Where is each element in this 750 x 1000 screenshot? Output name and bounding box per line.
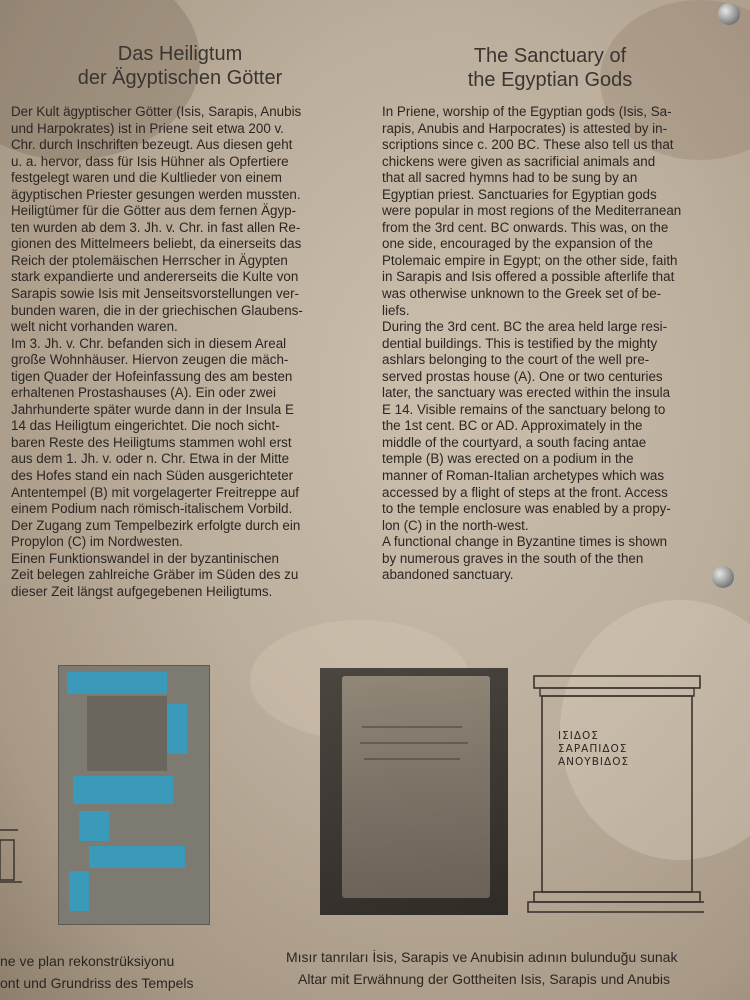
altar-drawing: [520, 672, 704, 916]
english-title-line1: The Sanctuary of: [473, 45, 627, 67]
altar-inscription: [558, 730, 629, 769]
inscription-line2: ΣΑΡΑΠΙΔΟΣ: [558, 743, 628, 755]
altar-caption: [286, 946, 746, 990]
german-paragraph: Im 3. Jh. v. Chr. befanden sich in diesem Areal große Wohnhäuser. Hiervon zeugen die mäch- tigen Quader der Hofeinfassung des am besten erhaltenen Prostashauses (A). Ein oder zwei Jahrhunderte später wurde dann in der Insula E 14 das Heiligtum eingerichtet. Die noch sicht- baren Reste des Heiligtums stammen wohl erst aus dem 1. Jh. v. oder n. Chr. Etwa in der Mitte des Hofes stand ein nach Süden ausgerichteter Antentempel (B) mit vorgelagerter Freitreppe auf einem Podium nach römisch-italischem Vorbild. Der Zugang zum Tempelbezirk erfolgte durch ein Propylon (C) im Nordwesten.: [11, 335, 301, 550]
inscription-line1: ΙΣΙΔΟΣ: [558, 730, 599, 742]
plan-wall-block: [69, 871, 89, 911]
german-title-line2: der Ägyptischen Götter: [77, 67, 283, 89]
inscription-trace: [362, 726, 462, 728]
plan-caption-german: ont und Grundriss des Tempels: [0, 975, 194, 991]
altar-caption-german: Altar mit Erwähnung der Gottheiten Isis, Sarapis und Anubis: [298, 971, 670, 987]
english-paragraph: A functional change in Byzantine times is shown by numerous graves in the south of the then abandoned sanctuary.: [382, 534, 668, 583]
inscription-trace: [360, 742, 468, 744]
altar-caption-turkish: Mısır tanrıları İsis, Sarapis ve Anubisin adının bulunduğu sunak: [286, 949, 678, 965]
german-title: [40, 42, 320, 90]
plan-wall-block: [73, 776, 173, 804]
inscribed-altar-photo: [320, 668, 508, 915]
english-paragraph: In Priene, worship of the Egyptian gods (Isis, Sa- rapis, Anubis and Harpocrates) is attested by in- scriptions since c. 200 BC. These also tell us that chickens were given as sacrificial animals and that all sacred hymns had to be sung by an Egyptian priest. Sanctuaries for Egyptian gods were popular in most regions of the Mediterranean from the 3rd cent. BC onwards. This was, on the one side, encouraged by the expansion of the Ptolemaic empire in Egypt; on the other side, faith in Sarapis and Isis offered a possible afterlife that was otherwise unknown to the Greek set of be- liefs.: [382, 104, 682, 318]
english-title-line2: the Egyptian Gods: [467, 69, 633, 91]
plan-wall-block: [89, 846, 185, 868]
altar-stone: [342, 676, 490, 898]
plan-wall-block: [67, 672, 167, 694]
temple-front-drawing: [0, 700, 30, 900]
panel-screw: [718, 3, 740, 25]
altar-outline: [520, 672, 704, 916]
english-paragraph: During the 3rd cent. BC the area held large resi- dential buildings. This is testified by the mighty ashlars belonging to the court of the well pre- served prostas house (A). One or two centuries later, the sanctuary was erected within the insula E 14. Visible remains of the sanctuary belong to the 1st cent. BC or AD. Approximately in the middle of the courtyard, a south facing antae temple (B) was erected on a podium in the manner of Roman-Italian archetypes which was accessed by a flight of steps at the front. Access to the temple enclosure was enabled by a propy- lon (C) in the north-west.: [382, 319, 671, 533]
german-paragraph: Der Kult ägyptischer Götter (Isis, Sarapis, Anubis und Harpokrates) ist in Priene seit etwa 200 v. Chr. durch Inschriften bezeugt. Aus diesen geht u. a. hervor, dass für Isis Hühner als Opfertiere festgelegt waren und die Kultlieder von einem ägyptischen Priester gesungen werden mussten. Heiligtümer für die Götter aus dem fernen Ägyp- ten wurden ab dem 3. Jh. v. Chr. in fast allen Re- gionen des Mittelmeers beliebt, da einerseits das Reich der ptolemäischen Herrscher in Ägypten stark expandierte und andererseits die Kulte von Sarapis sowie Isis mit Jenseitsvorstellungen ver- bunden waren, die in der griechischen Glaubens- welt nicht vorhanden waren.: [11, 104, 303, 335]
german-paragraph: Einen Funktionswandel in der byzantinischen Zeit belegen zahlreiche Gräber im Süden des zu dieser Zeit längst aufgegebenen Heiligtums.: [11, 550, 299, 599]
inscription-line3: ΑΝΟΥΒΙΔΟΣ: [558, 756, 630, 768]
plan-caption: [0, 950, 260, 994]
plan-wall-block: [165, 704, 187, 754]
plan-caption-turkish: ne ve plan rekonstrüksiyonu: [0, 953, 175, 969]
plan-courtyard: [87, 696, 167, 771]
english-text-column: [382, 104, 722, 584]
german-title-line1: Das Heiligtum: [117, 43, 243, 65]
inscription-trace: [364, 758, 460, 760]
temple-plan-image: [58, 665, 210, 925]
german-text-column: [11, 104, 361, 600]
plan-wall-block: [79, 811, 109, 841]
english-title: [420, 44, 680, 92]
